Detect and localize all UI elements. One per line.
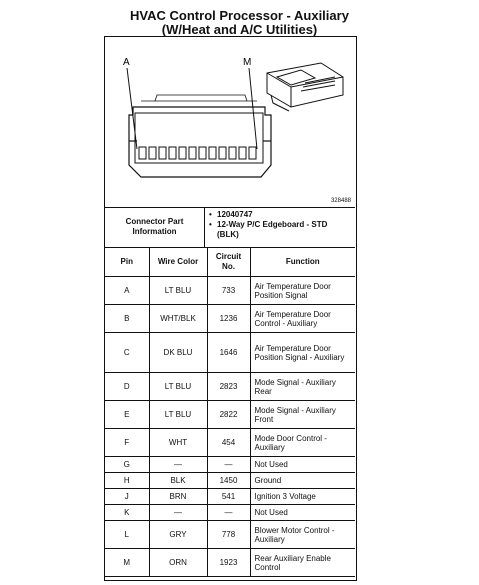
function-cell: Rear Auxiliary Enable Control (250, 549, 355, 577)
connector-part-information (105, 207, 355, 248)
circuit-cell: 454 (207, 429, 250, 457)
circuit-cell: 1236 (207, 305, 250, 333)
column-header-function: Function (250, 248, 355, 277)
wire-color-cell: BLK (149, 473, 207, 489)
wire-color-cell: DK BLU (149, 333, 207, 373)
pin-cell: H (105, 473, 149, 489)
column-header-wire-color: Wire Color (149, 248, 207, 277)
pin-cell: G (105, 457, 149, 473)
column-header-pin: Pin (105, 248, 149, 277)
function-cell: Air Temperature Door Position Signal (250, 277, 355, 305)
pin-cell: B (105, 305, 149, 333)
terminal-cavities (139, 147, 256, 159)
figure-number: 328488 (330, 198, 351, 204)
connector-diagram (105, 37, 355, 208)
connector-body (129, 95, 271, 177)
function-cell: Mode Signal - Auxiliary Rear (250, 373, 355, 401)
function-cell: Not Used (250, 505, 355, 521)
circuit-cell: 541 (207, 489, 250, 505)
circuit-cell: 1646 (207, 333, 250, 373)
pin-m-leader (249, 68, 257, 149)
table-header-row (105, 248, 355, 277)
wire-color-cell: BRN (149, 489, 207, 505)
wire-color-cell: WHT/BLK (149, 305, 207, 333)
circuit-cell: 733 (207, 277, 250, 305)
connector-isometric-view (267, 63, 343, 111)
circuit-cell: 778 (207, 521, 250, 549)
circuit-cell: 2823 (207, 373, 250, 401)
wire-color-cell: WHT (149, 429, 207, 457)
circuit-cell: 1450 (207, 473, 250, 489)
pin-cell: L (105, 521, 149, 549)
function-cell: Ignition 3 Voltage (250, 489, 355, 505)
pin-a-label: A (123, 57, 130, 68)
function-cell: Mode Signal - Auxiliary Front (250, 401, 355, 429)
circuit-cell: 1923 (207, 549, 250, 577)
function-cell: Ground (250, 473, 355, 489)
circuit-cell: 2822 (207, 401, 250, 429)
pin-cell: M (105, 549, 149, 577)
function-cell: Not Used (250, 457, 355, 473)
pin-cell: E (105, 401, 149, 429)
pinout-table (105, 248, 355, 577)
column-header-circuit-no: Circuit No. (207, 248, 250, 277)
connector-info-item: • 12040747 (209, 210, 349, 220)
circuit-cell: — (207, 505, 250, 521)
title-line-1: HVAC Control Processor - Auxiliary (130, 8, 349, 23)
wire-color-cell: ORN (149, 549, 207, 577)
table-row (105, 457, 355, 473)
table-row (105, 429, 355, 457)
connector-info-item: • 12-Way P/C Edgeboard - STD (BLK) (209, 220, 349, 240)
pin-cell: A (105, 277, 149, 305)
pin-cell: K (105, 505, 149, 521)
table-row (105, 277, 355, 305)
connector-face-drawing (105, 37, 355, 207)
pin-cell: D (105, 373, 149, 401)
table-row (105, 549, 355, 577)
table-row (105, 489, 355, 505)
wire-color-cell: GRY (149, 521, 207, 549)
title-line-2: (W/Heat and A/C Utilities) (161, 22, 318, 37)
wire-color-cell: — (149, 457, 207, 473)
function-cell: Mode Door Control - Auxiliary (250, 429, 355, 457)
pin-m-label: M (243, 57, 252, 68)
function-cell: Blower Motor Control - Auxiliary (250, 521, 355, 549)
connector-info-list (209, 210, 349, 240)
pin-cell: F (105, 429, 149, 457)
table-row (105, 473, 355, 489)
wire-color-cell: LT BLU (149, 277, 207, 305)
table-row (105, 401, 355, 429)
function-cell: Air Temperature Door Position Signal - Auxiliary (250, 333, 355, 373)
connector-sheet (104, 36, 357, 581)
table-row (105, 305, 355, 333)
table-row (105, 333, 355, 373)
pin-cell: C (105, 333, 149, 373)
wire-color-cell: LT BLU (149, 373, 207, 401)
wire-color-cell: — (149, 505, 207, 521)
table-row (105, 373, 355, 401)
circuit-cell: — (207, 457, 250, 473)
function-cell: Air Temperature Door Control - Auxiliary (250, 305, 355, 333)
wire-color-cell: LT BLU (149, 401, 207, 429)
connector-info-label: Connector Part Information (105, 207, 205, 247)
table-row (105, 521, 355, 549)
table-row (105, 505, 355, 521)
pin-cell: J (105, 489, 149, 505)
